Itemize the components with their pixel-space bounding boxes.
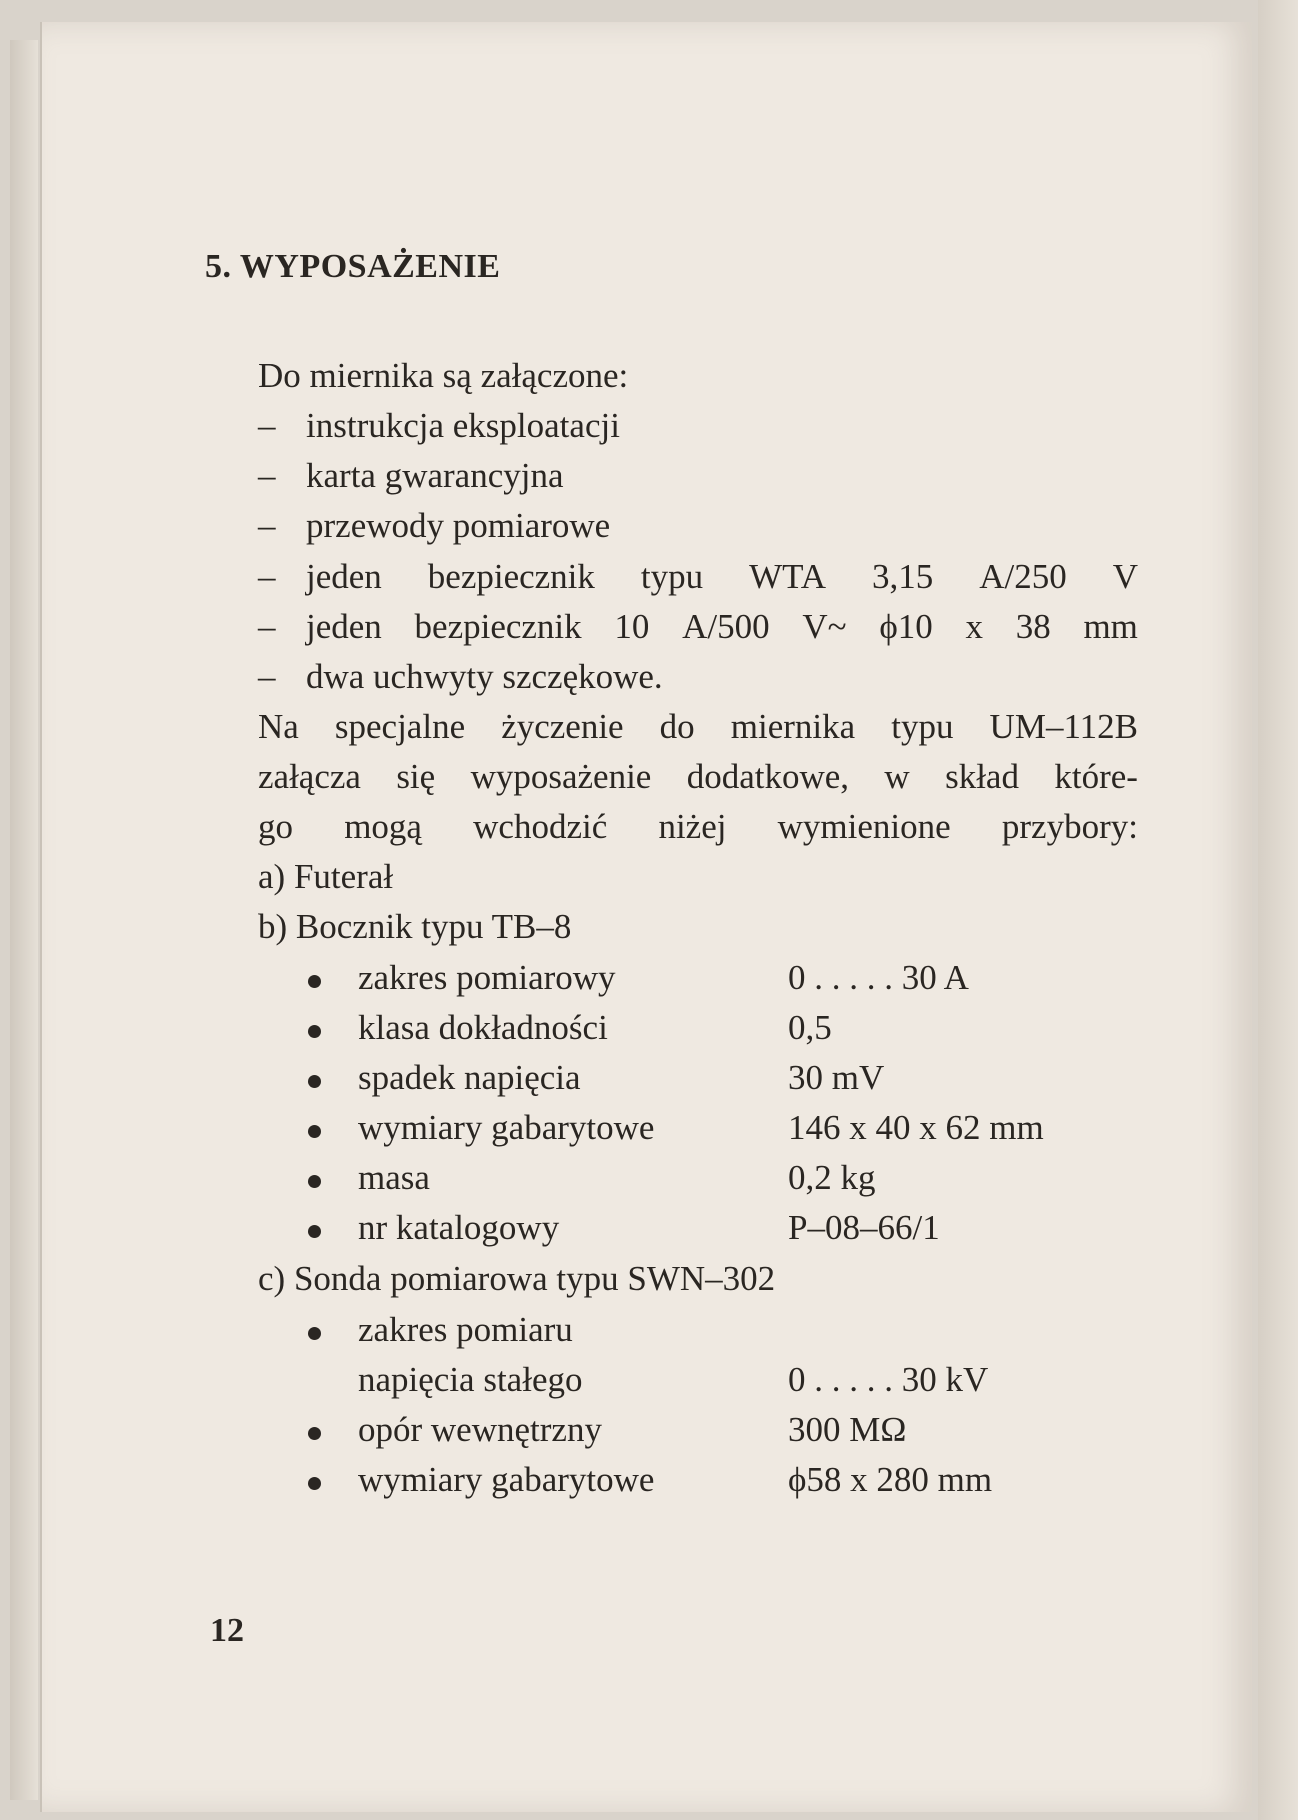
facing-page-edge bbox=[1258, 0, 1298, 1820]
spec-value: ϕ58 x 280 mm bbox=[788, 1460, 993, 1499]
bullet-icon bbox=[308, 1125, 321, 1138]
page-stack-edge bbox=[10, 40, 38, 1800]
section-a: a) Futerał bbox=[258, 857, 394, 896]
spec-value: 0 . . . . . 30 A bbox=[788, 958, 969, 997]
paragraph-line: Na specjalne życzenie do miernika typu UM–112B bbox=[258, 707, 1138, 746]
spec-name: wymiary gabarytowe bbox=[358, 1460, 655, 1499]
spec-value: 300 MΩ bbox=[788, 1410, 907, 1449]
spec-name: spadek napięcia bbox=[358, 1058, 581, 1097]
spec-name: wymiary gabarytowe bbox=[358, 1108, 655, 1147]
section-b: b) Bocznik typu TB–8 bbox=[258, 907, 572, 946]
spec-name-continued: napięcia stałego bbox=[358, 1360, 583, 1399]
bullet-icon bbox=[308, 1175, 321, 1188]
spec-name: zakres pomiaru bbox=[358, 1310, 573, 1349]
spec-name: klasa dokładności bbox=[358, 1008, 608, 1047]
spec-value: 146 x 40 x 62 mm bbox=[788, 1108, 1044, 1147]
list-item: – jeden bezpiecznik typu WTA 3,15 A/250 V bbox=[258, 557, 1138, 596]
bullet-icon bbox=[308, 1477, 321, 1490]
list-item: – jeden bezpiecznik 10 A/500 V~ ϕ10 x 38 mm bbox=[258, 607, 1138, 646]
spec-name: nr katalogowy bbox=[358, 1208, 560, 1247]
spec-value: 0,2 kg bbox=[788, 1158, 876, 1197]
page-number: 12 bbox=[210, 1612, 244, 1649]
spec-name: zakres pomiarowy bbox=[358, 958, 616, 997]
spec-value: P–08–66/1 bbox=[788, 1208, 940, 1247]
list-item: – karta gwarancyjna bbox=[258, 456, 564, 495]
paragraph-line: załącza się wyposażenie dodatkowe, w skład które- bbox=[258, 757, 1138, 796]
paragraph-line: go mogą wchodzić niżej wymienione przybory: bbox=[258, 807, 1138, 846]
list-item: – instrukcja eksploatacji bbox=[258, 406, 620, 445]
section-c: c) Sonda pomiarowa typu SWN–302 bbox=[258, 1259, 776, 1298]
spec-name: opór wewnętrzny bbox=[358, 1410, 602, 1449]
bullet-icon bbox=[308, 1075, 321, 1088]
list-item: – dwa uchwyty szczękowe. bbox=[258, 657, 663, 696]
bullet-icon bbox=[308, 1327, 321, 1340]
spec-value: 0,5 bbox=[788, 1008, 832, 1047]
list-item: – przewody pomiarowe bbox=[258, 506, 611, 545]
bullet-icon bbox=[308, 1427, 321, 1440]
spec-name: masa bbox=[358, 1158, 430, 1197]
spec-value: 30 mV bbox=[788, 1058, 885, 1097]
booklet-page bbox=[40, 22, 1252, 1812]
bullet-icon bbox=[308, 975, 321, 988]
bullet-icon bbox=[308, 1025, 321, 1038]
section-heading: 5. WYPOSAŻENIE bbox=[205, 248, 501, 285]
bullet-icon bbox=[308, 1225, 321, 1238]
spec-value: 0 . . . . . 30 kV bbox=[788, 1360, 989, 1399]
intro-text: Do miernika są załączone: bbox=[258, 356, 629, 395]
